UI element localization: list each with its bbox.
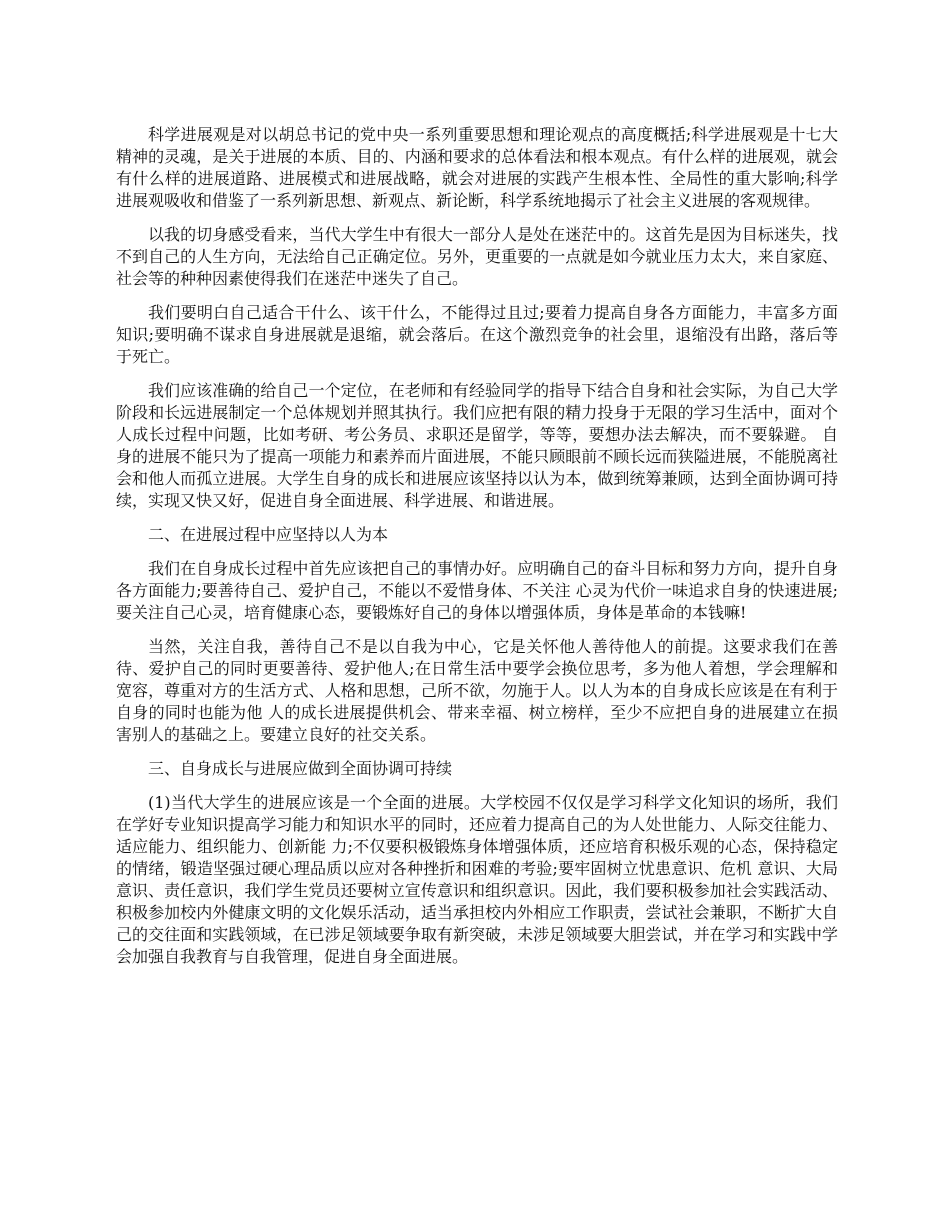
section-heading-people-oriented: 二、在进展过程中应坚持以人为本 bbox=[148, 525, 389, 544]
paragraph-student-confusion: 以我的切身感受看来，当代大学生中有很大一部分人是处在迷茫中的。这首先是因为目标迷失，找不到自己的人生方向，无法给自己正确定位。另外，更重要的一点就是如今就业压力太大，来自家庭、社会等的种种因素使得我们在迷茫中迷失了自己。 bbox=[116, 225, 838, 288]
paragraph-self-awareness: 我们要明白自己适合干什么、该干什么，不能得过且过;要着力提高自身各方面能力，丰富多方面知识;要明确不谋求自身进展就是退缩，就会落后。在这个激烈竞争的社会里，退缩没有出路，落后等于死亡。 bbox=[116, 303, 838, 366]
document-page bbox=[116, 124, 838, 980]
paragraph-self-positioning: 我们应该准确的给自己一个定位，在老师和有经验同学的指导下结合自身和社会实际，为自己大学阶段和长远进展制定一个总体规划并照其执行。我们应把有限的精力投身于无限的学习生活中，面对个人成长过程中问题，比如考研、考公务员、求职还是留学，等等，要想办法去解决，而不要躲避。 自身的进展不能只为了提高一项能力和素养而片面进展，不能只顾眼前不顾长远而狭隘进展，不能脱离社会和他人而孤立进展。大学生自身的成长和进展应该坚持以认为本，做到统筹兼顾，达到全面协调可持续，实现又快又好，促进自身全面进展、科学进展、和谐进展。 bbox=[116, 381, 838, 510]
paragraph-comprehensive-growth: (1)当代大学生的进展应该是一个全面的进展。大学校园不仅仅是学习科学文化知识的场所，我们在学好专业知识提高学习能力和知识水平的同时，还应着力提高自己的为人处世能力、人际交往能力、适应能力、组织能力、创新能 力;不仅要积极锻炼身体增强体质，还应培育积极乐观的心态，保持稳定的情绪，锻造坚强过硬心理品质以应对各种挫折和困难的考验;要牢固树立忧患意识、危机 意识、大局意识、责任意识，我们学生党员还要树立宣传意识和组织意识。因此，我们要积极参加社会实践活动、积极参加校内外健康文明的文化娱乐活动，适当承担校内外相应工作职责，尝试社会兼职，不断扩大自己的交往面和实践领域，在已涉足领域要争取有新突破，未涉足领域要大胆尝试，并在学习和实践中学会加强自我教育与自我管理，促进自身全面进展。 bbox=[116, 793, 838, 966]
paragraph-scientific-outlook: 科学进展观是对以胡总书记的党中央一系列重要思想和理论观点的高度概括;科学进展观是十七大精神的灵魂，是关于进展的本质、目的、内涵和要求的总体看法和根本观点。有什么样的进展观，就会有什么样的进展道路、进展模式和进展战略，就会对进展的实践产生根本性、全局性的重大影响;科学进展观吸收和借鉴了一系列新思想、新观点、新论断，科学系统地揭示了社会主义进展的客观规律。 bbox=[116, 125, 838, 210]
paragraph-manage-self: 我们在自身成长过程中首先应该把自己的事情办好。应明确自己的奋斗目标和努力方向，提升自身各方面能力;要善待自己、爱护自己，不能以不爱惜身体、不关注 心灵为代价一味追求自身的快速进展;要关注自己心灵，培育健康心态，要锻炼好自己的身体以增强体质，身体是革命的本钱嘛! bbox=[116, 559, 838, 622]
paragraph-care-for-others: 当然，关注自我，善待自己不是以自我为中心，它是关怀他人善待他人的前提。这要求我们在善待、爱护自己的同时更要善待、爱护他人;在日常生活中要学会换位思考，多为他人着想，学会理解和宽容，尊重对方的生活方式、人格和思想，己所不欲，勿施于人。以人为本的自身成长应该是在有利于自身的同时也能为他 人的成长进展提供机会、带来幸福、树立榜样，至少不应把自身的进展建立在损害别人的基础之上。要建立良好的社交关系。 bbox=[116, 637, 838, 744]
section-heading-comprehensive-development: 三、自身成长与进展应做到全面协调可持续 bbox=[148, 759, 453, 778]
